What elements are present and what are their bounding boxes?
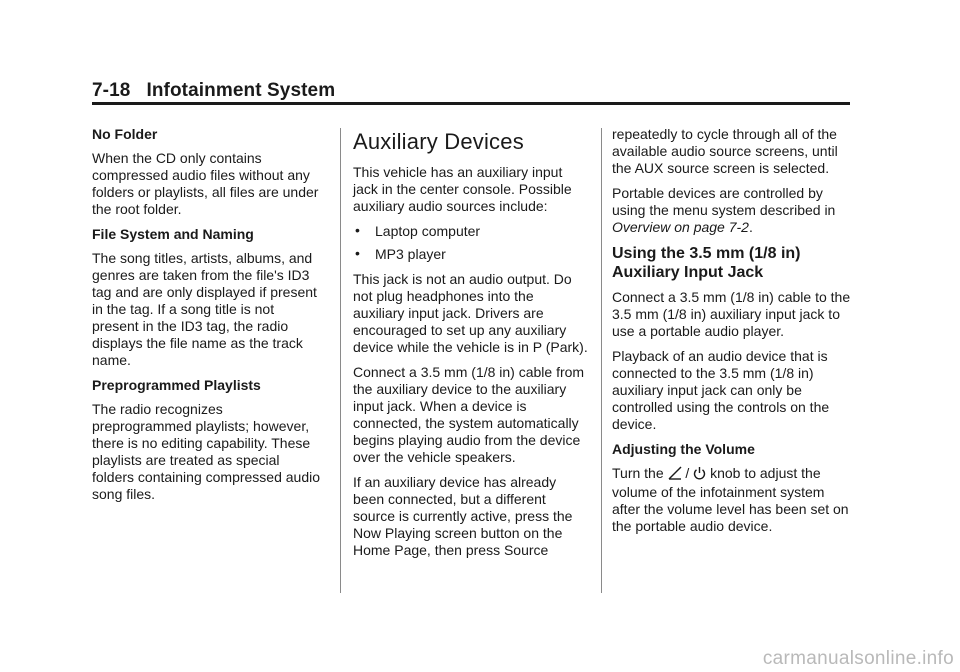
aux-jack-subheading: Using the 3.5 mm (1/8 in) Auxiliary Input Jack <box>612 245 801 281</box>
volume-icon <box>668 466 682 484</box>
column-3 <box>612 126 852 543</box>
header-rule <box>92 102 850 105</box>
no-folder-text: When the CD only contains compressed audio files without any folders or playlists, all files are under the root folder. <box>92 150 319 217</box>
aux-playback-text: Playback of an audio device that is connected to the 3.5 mm (1/8 in) auxiliary input jack can only be controlled using the controls on the device. <box>612 348 830 432</box>
volume-separator: / <box>681 465 694 481</box>
naming-label: File System and Naming <box>92 226 254 242</box>
column-divider-2 <box>601 128 602 593</box>
playlists-label: Preprogrammed Playlists <box>92 377 261 393</box>
portable-devices-text <box>612 185 852 236</box>
playlists-text: The radio recognizes preprogrammed playlists; however, there is no editing capability. These playlists are treated as special folders containing compressed audio song files. <box>92 401 321 502</box>
portable-devices-text-end: . <box>748 219 753 235</box>
aux-cable-text: Connect a 3.5 mm (1/8 in) cable to the 3.5 mm (1/8 in) auxiliary input jack to use a portable audio player. <box>612 289 851 339</box>
aux-jack-note: This jack is not an audio output. Do not plug headphones into the auxiliary input jack. Drivers are encouraged to set up any auxiliary device while the vehicle is in P (Park). <box>353 271 588 355</box>
page-number: 7-18 <box>92 80 131 101</box>
volume-label: Adjusting the Volume <box>612 441 755 457</box>
volume-text-start: Turn the <box>612 465 668 481</box>
list-item <box>353 223 588 240</box>
column-2 <box>353 126 588 567</box>
volume-text <box>612 465 852 535</box>
column-divider-1 <box>340 128 341 593</box>
list-item-text: MP3 player <box>375 246 446 262</box>
naming-text: The song titles, artists, albums, and genres are taken from the file's ID3 tag and are only displayed if present in the tag. If a song title is not present in the ID3 tag, the radio displays the file name as the track name. <box>92 250 317 368</box>
list-item <box>353 246 588 263</box>
watermark: carmanualsonline.info <box>762 648 954 669</box>
bullet-icon: • <box>355 222 360 238</box>
power-icon <box>693 466 706 484</box>
portable-devices-text-start: Portable devices are controlled by using the menu system described in <box>612 185 836 218</box>
overview-page-reference[interactable]: Overview on page 7-2 <box>612 219 749 235</box>
auxiliary-devices-heading: Auxiliary Devices <box>353 129 524 154</box>
page-header <box>92 80 335 102</box>
aux-connect-text: Connect a 3.5 mm (1/8 in) cable from the auxiliary device to the auxiliary input jack. When a device is connected, the system automatically begins playing audio from the device over the vehicle speakers. <box>353 364 585 465</box>
volume-text-end: knob to adjust the volume of the infotainment system after the volume level has been set on the portable audio device. <box>612 465 849 534</box>
aux-intro: This vehicle has an auxiliary input jack in the center console. Possible auxiliary audio sources include: <box>353 164 572 214</box>
bullet-icon: • <box>355 245 360 261</box>
no-folder-label: No Folder <box>92 126 158 142</box>
aux-source-text: If an auxiliary device has already been connected, but a different source is currently active, press the Now Playing screen button on the Home Page, then press Source <box>353 474 573 558</box>
list-item-text: Laptop computer <box>375 223 481 239</box>
section-title: Infotainment System <box>146 80 336 101</box>
column-1 <box>92 126 324 511</box>
aux-sources-list <box>353 223 588 263</box>
source-cycle-text: repeatedly to cycle through all of the available audio source screens, until the AUX source screen is selected. <box>612 126 838 176</box>
